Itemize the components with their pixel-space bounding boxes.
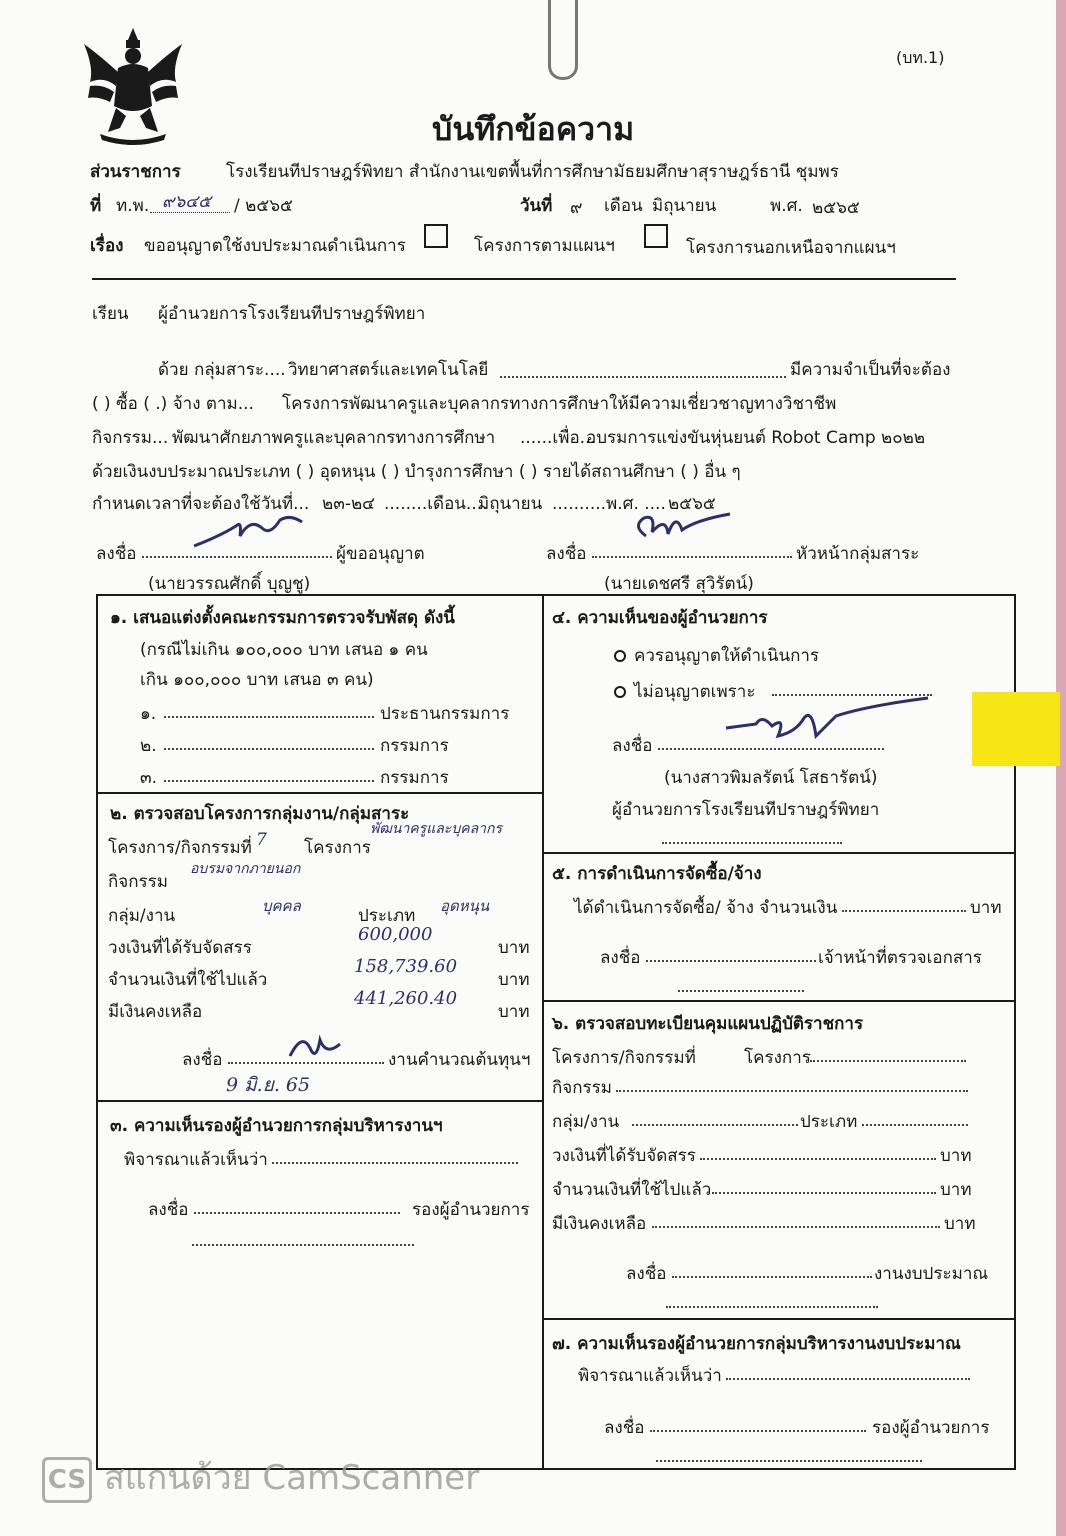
section2-activity-hw: อบรมจากภายนอก [190,861,301,877]
section7-sign-role: รองผู้อำนวยการ [872,1418,990,1438]
section2-group-hw: บุคคล [262,897,301,915]
section7-consider: พิจารณาแล้วเห็นว่า [578,1366,722,1386]
section2-budget-baht: บาท [498,938,530,958]
section4-title: ๔. ความเห็นของผู้อำนวยการ [552,608,768,628]
section2-project-no: 7 [256,830,267,850]
grid-right-divider-2 [542,1000,1016,1002]
section6-project-word: โครงการ [744,1048,811,1068]
head-sign-line [592,556,792,558]
body-line3-activity: พัฒนาศักยภาพครูและบุคลากรทางการศึกษา [172,428,496,448]
section3-sign-line [194,1212,400,1214]
camscanner-watermark [42,1450,479,1504]
section7-consider-line [726,1378,970,1380]
section6-group-label: กลุ่ม/งาน [552,1112,620,1132]
section1-m1-line [164,716,374,718]
section1-note2: เกิน ๑๐๐,๐๐๐ บาท เสนอ ๓ คน) [140,670,374,690]
section6-remain-line [652,1226,940,1228]
section5-sign-role: เจ้าหน้าที่ตรวจเอกสาร [818,948,982,968]
year-label: พ.ศ. [770,196,803,216]
section1-m3-line [164,780,374,782]
date-label: วันที่ [520,196,553,216]
section1-m2-num: ๒. [140,736,157,756]
section6-remain-label: มีเงินคงเหลือ [552,1214,647,1234]
section4-opt2-label: ไม่อนุญาตเพราะ [634,682,756,702]
ref-year: / ๒๕๖๕ [234,196,293,216]
requester-signature-icon [190,506,310,556]
section5-amount-line [842,910,966,912]
section2-type-label: ประเภท [358,906,416,926]
date-year: ๒๕๖๕ [812,198,860,218]
ref-number: ๙๖๔๕ [162,192,211,212]
head-name: (นายเดชศรี สุวิรัตน์) [604,574,754,594]
camscanner-logo-icon: CS [42,1457,92,1503]
requester-sign-label: ลงชื่อ [96,544,137,564]
section2-title: ๒. ตรวจสอบโครงการกลุ่มงาน/กลุ่มสาระ [110,804,410,824]
section2-spent-label: จำนวนเงินที่ใช้ไปแล้ว [108,970,268,990]
section4-opt1[interactable] [614,642,819,669]
section6-spent-baht: บาท [940,1180,972,1200]
head-sign-label: ลงชื่อ [546,544,587,564]
to-value: ผู้อำนวยการโรงเรียนทีปราษฎร์พิทยา [158,304,426,324]
body-line3-purpose: อบรมการแข่งขันหุ่นยนต์ Robot Camp ๒๐๒๒ [586,428,926,448]
requester-name: (นายวรรณศักดิ์ บุญชู) [148,574,311,594]
section1-note1: (กรณีไม่เกิน ๑๐๐,๐๐๐ บาท เสนอ ๑ คน [140,640,428,660]
body-line5-year: ๒๕๖๕ [668,494,716,514]
grid-left [96,594,98,1470]
section3-sign-label: ลงชื่อ [148,1200,189,1220]
section2-project-hw: พัฒนาครูและบุคลากร [370,821,503,837]
date-month: มิถุนายน [652,196,717,216]
section3-date-line [192,1244,414,1246]
section6-budget-label: วงเงินที่ได้รับจัดสรร [552,1146,696,1166]
form-code: (บท.1) [896,48,945,67]
garuda-emblem-icon [80,24,186,148]
section2-sign-date-hw: 9 มิ.ย. 65 [226,1074,311,1096]
body-line5-days: ๒๓-๒๔ [322,494,376,514]
section3-title: ๓. ความเห็นรองผู้อำนวยการกลุ่มบริหารงานฯ [110,1116,443,1136]
section6-project-line [810,1060,966,1062]
to-label: เรียน [92,304,129,324]
section2-group-label: กลุ่ม/งาน [108,906,176,926]
checkbox-in-plan[interactable] [424,224,448,248]
section4-opt2-radio[interactable] [614,686,626,698]
section6-type-line [862,1124,968,1126]
section4-position: ผู้อำนวยการโรงเรียนทีปราษฎร์พิทยา [612,800,880,820]
section2-remain-label: มีเงินคงเหลือ [108,1002,203,1022]
section2-signature-icon [280,1026,350,1070]
grid-top [96,594,1016,596]
section7-sign-label: ลงชื่อ [604,1418,645,1438]
section5-sign-label: ลงชื่อ [600,948,641,968]
section6-activity-line [616,1090,968,1092]
director-signature-icon [716,696,936,752]
grid-left-divider-1 [96,792,544,794]
section5-line: ได้ดำเนินการจัดซื้อ/ จ้าง จำนวนเงิน [574,898,838,918]
page-title: บันทึกข้อความ [432,110,635,148]
section3-consider: พิจารณาแล้วเห็นว่า [124,1150,268,1170]
body-line5-pre: กำหนดเวลาที่จะต้องใช้วันที่... [92,494,310,514]
body-line1-pre: ด้วย กลุ่มสาระ.... [158,360,286,380]
section2-type-hw: อุดหนุน [440,897,490,915]
section2-remain-hw: 441,260.40 [354,988,458,1009]
section6-sign-label: ลงชื่อ [626,1264,667,1284]
page-edge [1056,0,1066,1536]
body-line1-dots [500,360,786,378]
section4-opt1-label: ควรอนุญาตให้ดำเนินการ [634,646,820,666]
agency-label: ส่วนราชการ [90,162,181,182]
section4-date-line [662,842,842,844]
section5-title: ๕. การดำเนินการจัดซื้อ/จ้าง [552,864,762,884]
section7-date-line [656,1460,922,1462]
grid-middle [542,594,544,1470]
section5-baht: บาท [970,898,1002,918]
body-line1-group: วิทยาศาสตร์และเทคโนโลยี [288,360,489,380]
body-line1-post: มีความจำเป็นที่จะต้อง [790,360,951,380]
section6-sign-role: งานงบประมาณ [874,1264,989,1284]
section2-project-word: โครงการ [304,838,371,858]
section6-sign-line [672,1276,872,1278]
section2-spent-hw: 158,739.60 [354,956,458,977]
sticky-note [972,692,1060,766]
body-line2-project: โครงการพัฒนาครูและบุคลากรทางการศึกษาให้มีความเชี่ยวชาญทางวิชาชีพ [282,394,837,414]
section6-remain-baht: บาท [944,1214,976,1234]
camscanner-text: สแกนด้วย CamScanner [104,1458,480,1498]
section6-date-line [666,1306,878,1308]
month-label: เดือน [604,196,643,216]
subject-value: ขออนุญาตใช้งบประมาณดำเนินการ [144,236,406,256]
section6-budget-baht: บาท [940,1146,972,1166]
section6-spent-line [712,1192,936,1194]
section1-m3-num: ๓. [140,768,158,788]
section6-spent-label: จำนวนเงินที่ใช้ไปแล้ว [552,1180,712,1200]
section6-project-label: โครงการ/กิจกรรมที่ [552,1048,696,1068]
date-day: ๙ [570,198,583,218]
option-out-plan: โครงการนอกเหนือจากแผนฯ [686,238,896,258]
ref-label: ที่ [90,196,102,216]
section2-budget-label: วงเงินที่ได้รับจัดสรร [108,938,252,958]
grid-left-divider-2 [96,1100,544,1102]
section3-consider-line [272,1162,518,1164]
requester-role: ผู้ขออนุญาต [336,544,425,564]
agency-value: โรงเรียนทีปราษฎร์พิทยา สำนักงานเขตพื้นที่การศึกษามัธยมศึกษาสุราษฎร์ธานี ชุมพร [226,162,839,182]
body-line4: ด้วยเงินงบประมาณประเภท ( ) อุดหนุน ( ) บำรุงการศึกษา ( ) รายได้สถานศึกษา ( ) อื่น ๆ [92,462,741,482]
section6-type-label: ประเภท [800,1112,858,1132]
header-divider [92,278,956,280]
section2-budget-hw: 600,000 [358,924,433,945]
option-in-plan: โครงการตามแผนฯ [474,236,615,256]
section1-m1-num: ๑. [140,704,157,724]
section2-sign-role: งานคำนวณต้นทุนฯ [388,1050,531,1070]
grid-right-divider-3 [542,1318,1016,1320]
body-line5-month-label: ........เดือน.... [384,494,488,514]
body-line3-pre: กิจกรรม... [92,428,169,448]
grid-right-divider-1 [542,852,1016,854]
section1-m1-role: ประธานกรรมการ [380,704,510,724]
section2-spent-baht: บาท [498,970,530,990]
section7-sign-line [650,1430,866,1432]
section4-name: (นางสาวพิมลรัตน์ โสธารัตน์) [664,768,878,788]
section4-sign-label: ลงชื่อ [612,736,653,756]
section3-sign-role: รองผู้อำนวยการ [412,1200,530,1220]
section7-title: ๗. ความเห็นรองผู้อำนวยการกลุ่มบริหารงานงบประมาณ [552,1334,961,1354]
section6-title: ๖. ตรวจสอบทะเบียนคุมแผนปฏิบัติราชการ [552,1014,864,1034]
section1-m3-role: กรรมการ [380,768,449,788]
ref-prefix: ท.พ. [116,196,150,216]
section5-sign-line [646,960,816,962]
head-role: หัวหน้ากลุ่มสาระ [796,544,920,564]
section1-m2-role: กรรมการ [380,736,449,756]
section5-date-line [678,990,804,992]
section4-opt1-radio[interactable] [614,650,626,662]
section6-budget-line [700,1158,936,1160]
section2-remain-baht: บาท [498,1002,530,1022]
section2-project-label: โครงการ/กิจกรรมที่ [108,838,252,858]
section6-group-line [632,1124,798,1126]
subject-label: เรื่อง [90,236,124,256]
section1-title: ๑. เสนอแต่งตั้งคณะกรรมการตรวจรับพัสดุ ดังนี้ [110,608,455,628]
requester-sign-line [142,556,332,558]
section2-activity-label: กิจกรรม [108,872,169,892]
head-signature-icon [626,506,736,556]
body-line3-mid: ......เพื่อ... [520,428,596,448]
body-line5-year-label: ..........พ.ศ. .... [552,494,666,514]
section2-sign-label: ลงชื่อ [182,1050,223,1070]
section1-m2-line [164,748,374,750]
section6-activity-label: กิจกรรม [552,1078,613,1098]
body-line5-month: มิถุนายน [478,494,543,514]
body-line2-pre: ( ) ซื้อ ( .) จ้าง ตาม... [92,394,254,414]
checkbox-out-plan[interactable] [644,224,668,248]
paper-clip [548,0,578,80]
